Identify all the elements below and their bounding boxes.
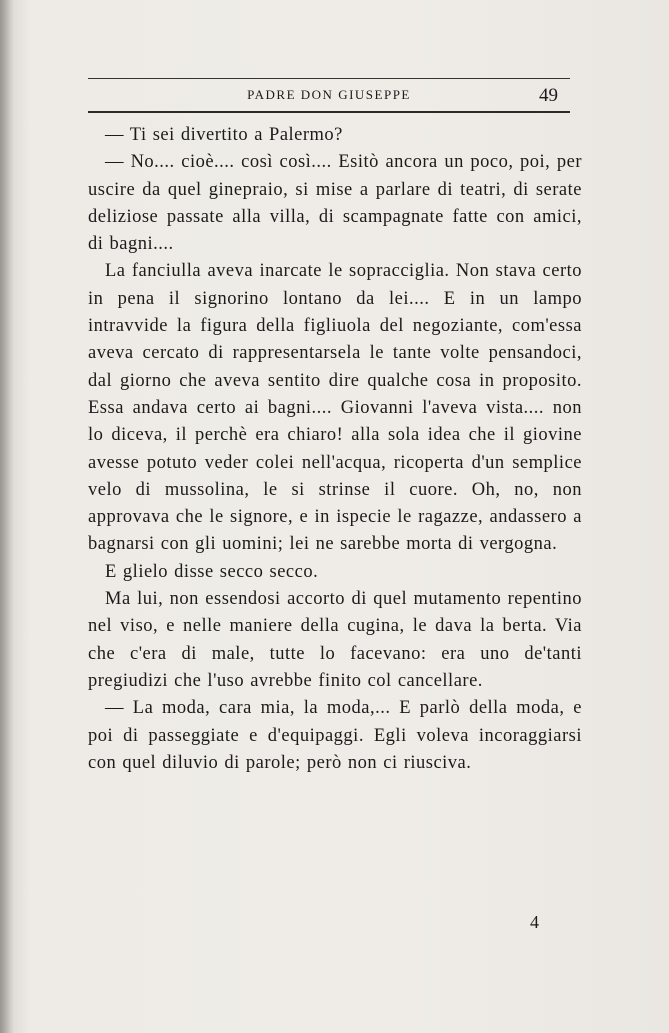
- running-head: PADRE DON GIUSEPPE: [247, 87, 411, 102]
- signature-mark: 4: [530, 912, 539, 932]
- gutter-shadow: [0, 0, 14, 1033]
- header-rule-top: [88, 78, 570, 79]
- paragraph: La fanciulla aveva inarcate le sopracciglia. Non stava certo in pena il signorino lontano da lei.... E in un lampo intravvide la figura della figliuola del negoziante, com'essa aveva cercato di rappresentarsela le tante volte pensandoci, dal giorno che aveva sentito dire qualche cosa in proposito. Essa andava certo ai bagni.... Giovanni l'aveva vista.... non lo diceva, il perchè era chiaro! alla sola idea che il giovine avesse potuto veder colei nell'acqua, ricoperta d'un semplice velo di mussolina, le si strinse il cuore. Oh, no, non approvava che le signore, e in ispecie le ragazze, andassero a bagnarsi con gli uomini; lei ne sarebbe morta di vergogna.: [88, 261, 582, 555]
- body-text: [88, 122, 582, 777]
- page-header: [88, 78, 570, 112]
- header-rule-bottom: [88, 111, 570, 113]
- paragraph: Ma lui, non essendosi accorto di quel mutamento repentino nel viso, e nelle maniere della cugina, le dava la berta. Via che c'era di male, tutte lo facevano: era uno de'tanti pregiudizi che l'uso avrebbe finito col cancellare.: [88, 589, 582, 691]
- paragraph: — Ti sei divertito a Palermo?: [105, 125, 343, 145]
- paragraph: — No.... cioè.... così così.... Esitò ancora un poco, poi, per uscire da quel ginepraio, si mise a parlare di teatri, di serate deliziose passate alla villa, di scampagnate fatte con amici, di bagni....: [88, 152, 582, 255]
- paragraph: E glielo disse secco secco.: [105, 561, 319, 582]
- paragraph: — La moda, cara mia, la moda,... E parlò della moda, e poi di passeggiate e d'equipaggi. Egli voleva incoraggiarsi con quel diluvio di parole; però non ci riusciva.: [88, 698, 582, 773]
- page-number: 49: [539, 85, 558, 106]
